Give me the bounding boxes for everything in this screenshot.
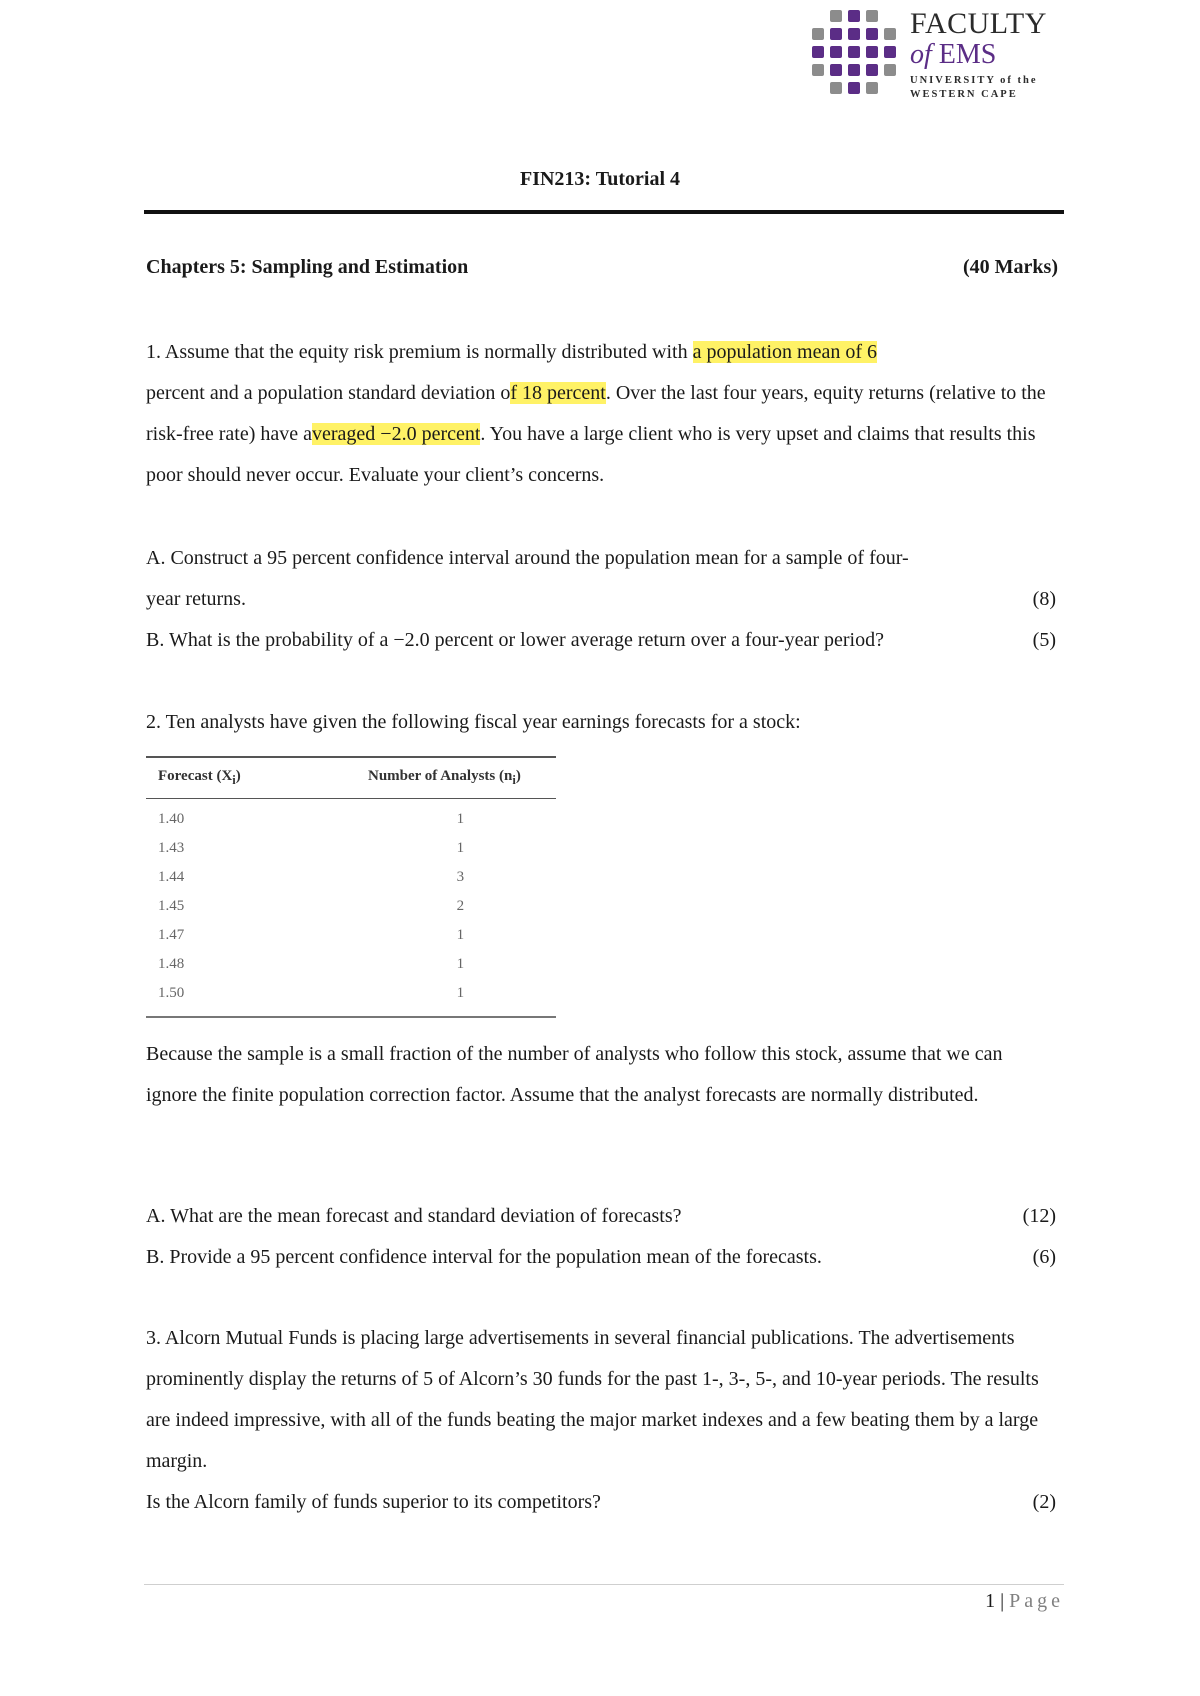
analyst-count-cell: 1 xyxy=(456,927,465,943)
chapter-heading: Chapters 5: Sampling and Estimation xyxy=(146,256,469,278)
question-3-paragraph: 3. Alcorn Mutual Funds is placing large advertisements in several financial publications. The advertisements prominently display the returns of 5 of Alcorn’s 30 funds for the past 1-, 3-, 5-, and 10-year periods. The results are indeed impressive, with all of the funds beating the major market indexes and a few beating them by a large margin. xyxy=(146,1327,1039,1472)
question-2a-marks: (12) xyxy=(1022,1205,1056,1227)
highlight-averaged-return: veraged −2.0 percent xyxy=(312,423,481,445)
table-body xyxy=(146,799,556,1018)
table-row xyxy=(146,921,556,950)
logo-dot xyxy=(884,28,896,40)
analyst-count-cell: 1 xyxy=(456,985,465,1001)
logo-university-line2: WESTERN CAPE xyxy=(910,89,1018,100)
title-divider xyxy=(144,210,1064,214)
logo-university-line1: UNIVERSITY of the xyxy=(910,75,1038,86)
table-row xyxy=(146,979,556,1008)
table-row xyxy=(146,950,556,979)
question-3-marks: (2) xyxy=(1032,1491,1056,1513)
question-1a: A. Construct a 95 percent confidence interval around the population mean for a sample of four- xyxy=(146,547,909,569)
question-1b-marks: (5) xyxy=(1032,629,1056,651)
question-1-text: 1. Assume that the equity risk premium is normally distributed with a population mean of 6 percent and a population standard deviation of 18 percent. Over the last four years, equity returns (relative to the risk-free rate) have averaged −2.0 percent. You have a large client who is very upset and claims that results this poor should never occur. Evaluate your client’s concerns. xyxy=(146,341,1046,486)
logo-dot xyxy=(812,46,824,58)
analyst-count-cell: 1 xyxy=(456,840,465,856)
question-2-intro: 2. Ten analysts have given the following fiscal year earnings forecasts for a stock: xyxy=(146,711,801,733)
logo-dot xyxy=(848,82,860,94)
logo-dot xyxy=(830,28,842,40)
logo-dot xyxy=(812,28,824,40)
page-number: 1 xyxy=(985,1590,996,1612)
table-row xyxy=(146,805,556,834)
question-1a-cont: year returns. (8) xyxy=(146,579,1056,620)
page-word: Page xyxy=(1009,1590,1064,1612)
analyst-count-cell: 1 xyxy=(456,811,465,827)
forecast-cell: 1.48 xyxy=(158,956,185,972)
analyst-count-cell: 2 xyxy=(456,898,465,914)
total-marks: (40 Marks) xyxy=(963,256,1058,278)
logo-dot xyxy=(866,64,878,76)
logo-dot xyxy=(848,46,860,58)
column-header-analysts: Number of Analysts $(n_i)$ xyxy=(368,768,521,787)
logo-dot xyxy=(884,64,896,76)
logo-dot xyxy=(830,46,842,58)
page-title: FIN213: Tutorial 4 xyxy=(519,168,681,190)
faculty-logo xyxy=(808,6,1058,102)
logo-dot xyxy=(848,28,860,40)
logo-faculty-text: FACULTY xyxy=(910,7,1047,40)
logo-dot xyxy=(884,46,896,58)
table-row xyxy=(146,863,556,892)
analyst-count-cell: 1 xyxy=(456,956,465,972)
forecast-cell: 1.44 xyxy=(158,869,185,885)
question-1b: B. What is the probability of a −2.0 percent or lower average return over a four-year period? (5) xyxy=(146,620,1056,661)
column-header-forecast: Forecast $(X_i)$ xyxy=(158,768,241,787)
logo-dot xyxy=(812,64,824,76)
table-row xyxy=(146,892,556,921)
logo-dot xyxy=(866,28,878,40)
page-footer: 1 | Page xyxy=(985,1590,1064,1612)
forecast-cell: 1.45 xyxy=(158,898,185,914)
forecast-cell: 1.50 xyxy=(158,985,185,1001)
question-3-question: Is the Alcorn family of funds superior to its competitors? (2) xyxy=(146,1482,1056,1523)
forecast-cell: 1.40 xyxy=(158,811,185,827)
highlight-population-mean: a population mean of 6 xyxy=(692,341,878,363)
question-2b-marks: (6) xyxy=(1032,1246,1056,1268)
logo-dot xyxy=(866,82,878,94)
forecast-cell: 1.47 xyxy=(158,927,185,943)
forecast-table xyxy=(146,756,556,1018)
logo-ems-text: of EMS xyxy=(910,39,997,70)
logo-dot xyxy=(830,10,842,22)
forecast-cell: 1.43 xyxy=(158,840,185,856)
logo-dot xyxy=(830,82,842,94)
analyst-count-cell: 3 xyxy=(456,869,465,885)
logo-dot xyxy=(866,46,878,58)
question-2b: B. Provide a 95 percent confidence interval for the population mean of the forecasts. (6) xyxy=(146,1237,1056,1278)
table-row xyxy=(146,834,556,863)
logo-dot xyxy=(866,10,878,22)
highlight-std-deviation: f 18 percent xyxy=(510,382,606,404)
table-header xyxy=(146,758,556,799)
footer-divider xyxy=(144,1584,1064,1585)
logo-dot-grid-icon xyxy=(808,6,904,102)
logo-dot xyxy=(848,64,860,76)
logo-dot xyxy=(848,10,860,22)
logo-dot xyxy=(830,64,842,76)
question-1a-marks: (8) xyxy=(1032,588,1056,610)
question-2-paragraph: Because the sample is a small fraction of the number of analysts who follow this stock, assume that we can ignore the finite population correction factor. Assume that the analyst forecasts are normally distributed. xyxy=(146,1043,1003,1106)
question-2a: A. What are the mean forecast and standard deviation of forecasts? (12) xyxy=(146,1196,1056,1237)
